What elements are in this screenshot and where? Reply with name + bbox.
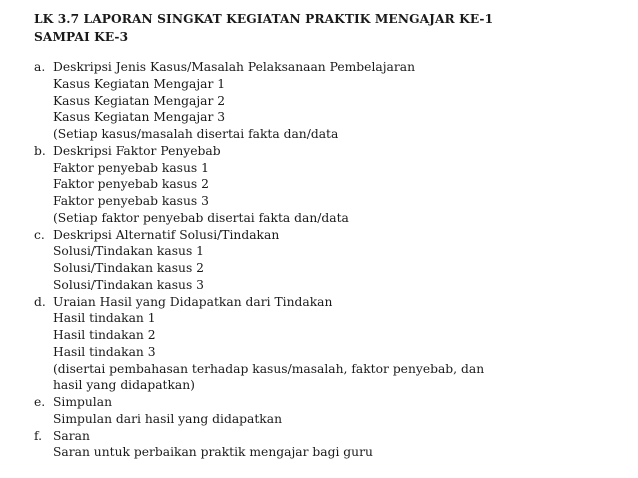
list-item: hasil yang didapatkan) [53,378,195,393]
section-items [53,310,618,394]
section-items [53,243,618,293]
list-item: Kasus Kegiatan Mengajar 1 [53,76,226,91]
document-title [34,10,618,46]
list-item: Faktor penyebab kasus 2 [53,177,209,192]
title-line: LK 3.7 LAPORAN SINGKAT KEGIATAN PRAKTIK MENGAJAR KE-1 [34,12,494,26]
section-c [34,227,618,294]
list-item: Hasil tindakan 2 [53,328,156,342]
section-e [34,394,618,428]
section-letter: b. [34,143,46,158]
list-item: (disertai pembahasan terhadap kasus/masalah, faktor penyebab, dan [53,361,485,376]
section-heading: Deskripsi Alternatif Solusi/Tindakan [53,227,280,242]
section-a [34,59,618,143]
list-item: Solusi/Tindakan kasus 3 [53,277,204,292]
section-heading: Deskripsi Faktor Penyebab [53,143,221,158]
section-heading: Uraian Hasil yang Didapatkan dari Tindakan [53,294,333,309]
list-item: Kasus Kegiatan Mengajar 3 [53,110,226,125]
section-d [34,294,618,395]
list-item: Kasus Kegiatan Mengajar 2 [53,93,226,108]
section-items [53,444,618,461]
list-item: Saran untuk perbaikan praktik mengajar bagi guru [53,445,373,460]
section-letter: d. [34,294,46,309]
section-list [34,59,618,461]
list-item: Simpulan dari hasil yang didapatkan [53,411,282,426]
title-line: SAMPAI KE-3 [34,30,129,44]
section-letter: c. [34,227,45,242]
section-letter: f. [34,428,43,443]
section-b [34,143,618,227]
list-item: (Setiap faktor penyebab disertai fakta dan/data [53,210,349,225]
section-heading: Deskripsi Jenis Kasus/Masalah Pelaksanaan Pembelajaran [53,60,415,74]
list-item: Solusi/Tindakan kasus 2 [53,261,204,275]
list-item: Hasil tindakan 1 [53,311,156,326]
section-items [53,160,618,227]
list-item: Solusi/Tindakan kasus 1 [53,244,204,259]
list-item: Faktor penyebab kasus 3 [53,194,209,208]
list-item: Hasil tindakan 3 [53,344,156,359]
section-items [53,76,618,143]
list-item: (Setiap kasus/masalah disertai fakta dan/data [53,127,339,141]
section-letter: e. [34,395,46,409]
section-letter: a. [34,60,46,74]
list-item: Faktor penyebab kasus 1 [53,160,209,175]
section-heading: Simpulan [53,395,112,409]
section-f [34,428,618,462]
section-items [53,411,618,428]
section-heading: Saran [53,428,90,443]
